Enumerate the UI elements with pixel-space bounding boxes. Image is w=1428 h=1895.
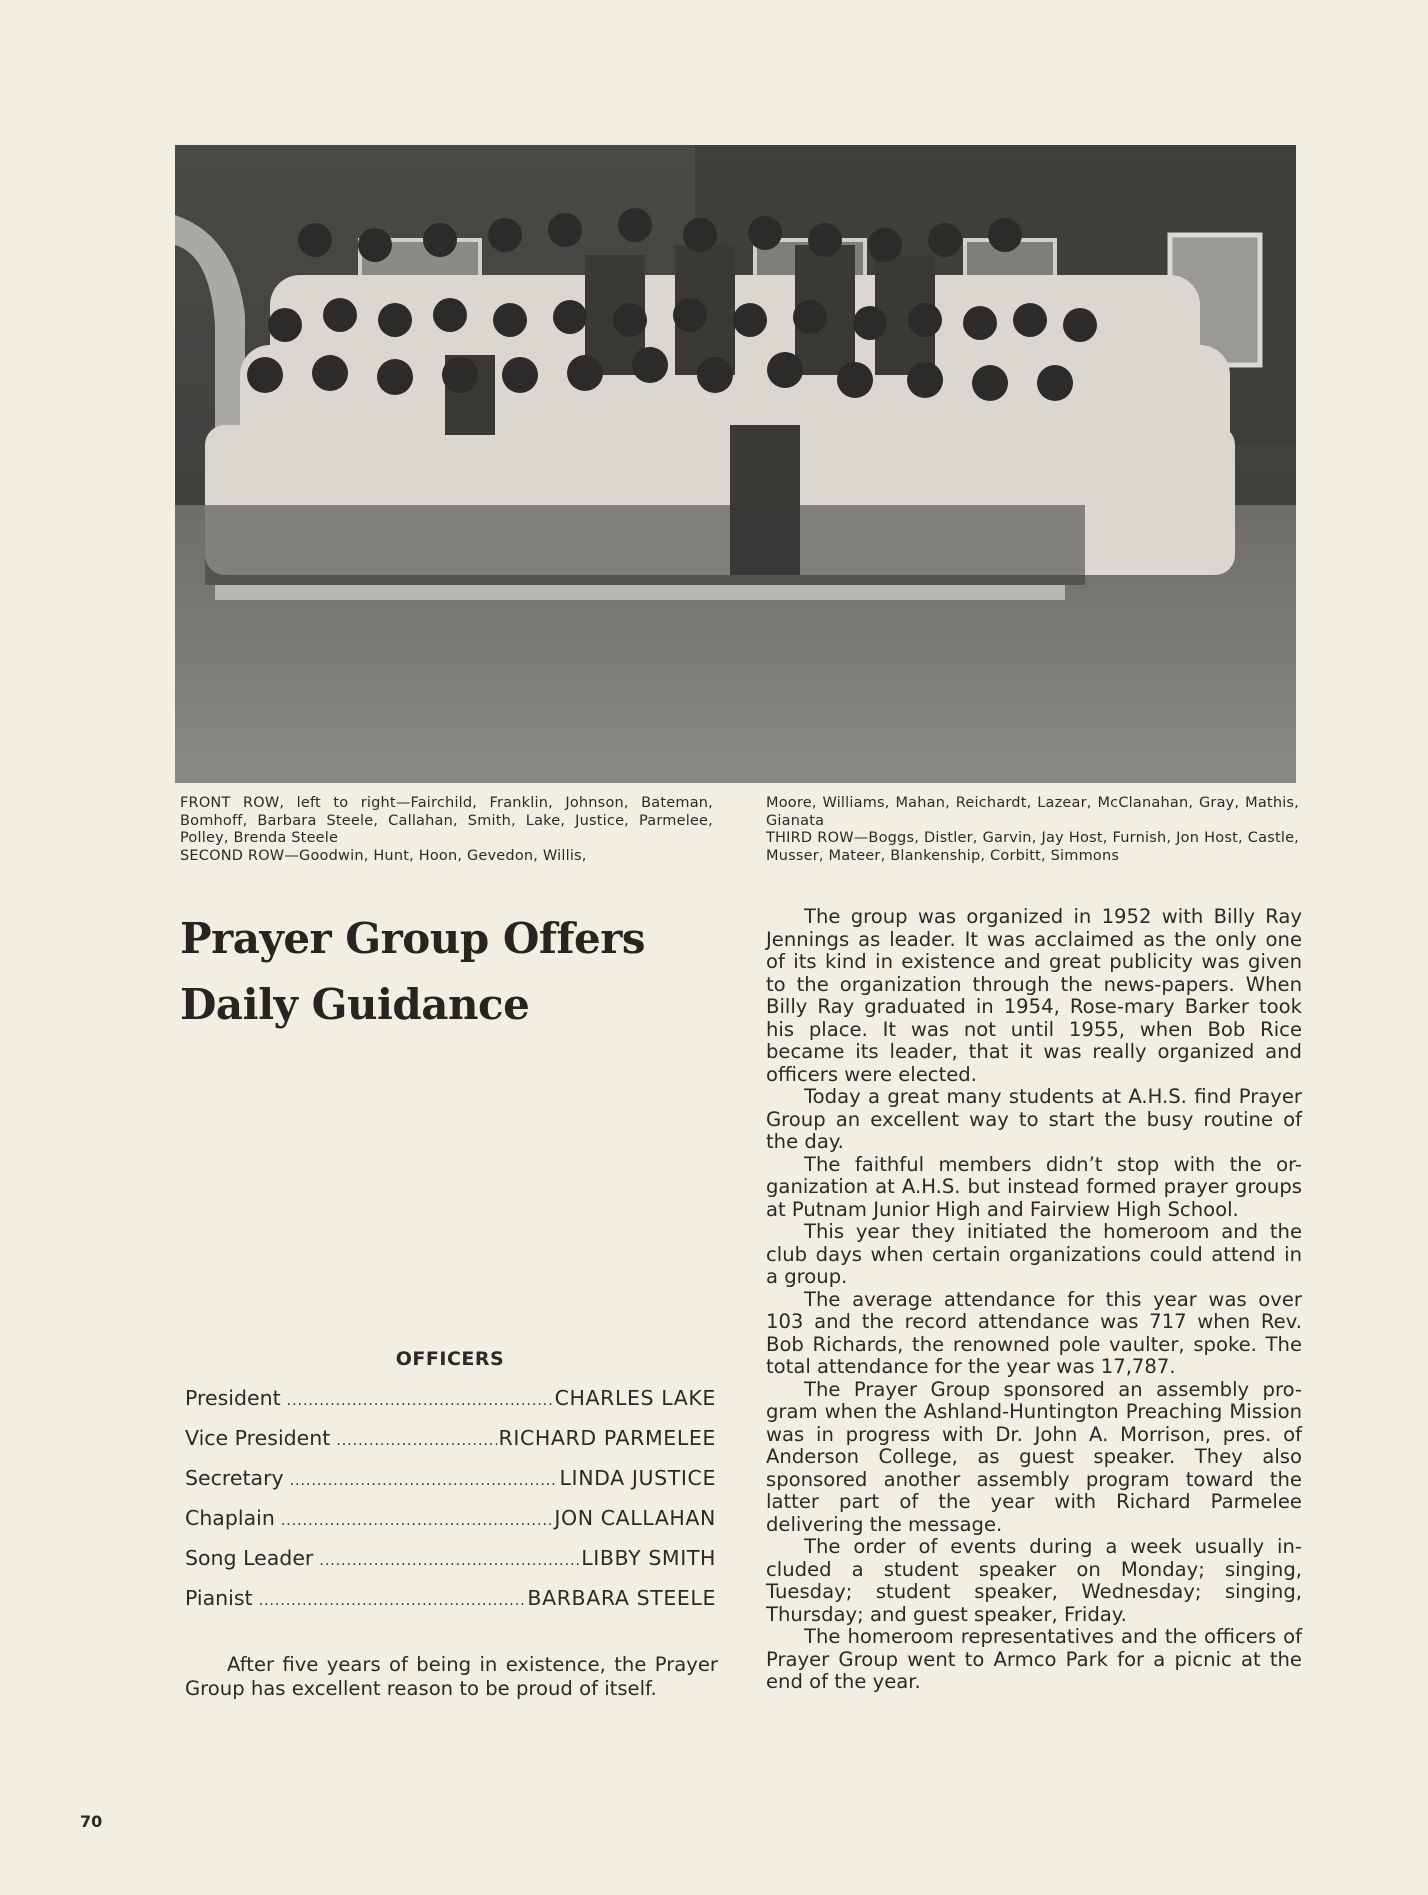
leader-dots [336, 1433, 496, 1449]
photo-caption-right [766, 795, 1299, 865]
caption-front-row: FRONT ROW, left to right—Fairchild, Franklin, Johnson, Bateman, Bomhoff, Barbara Steele, Callahan, Smith, Lake, Justice, Parmelee, Polley, Brenda Steele [180, 795, 713, 847]
officer-row [185, 1546, 716, 1586]
officer-row [185, 1386, 716, 1426]
officer-role: Chaplain [185, 1506, 275, 1530]
officer-name: LINDA JUSTICE [559, 1466, 716, 1490]
group-photo [175, 145, 1296, 783]
body-paragraph: The Prayer Group sponsored an assembly pro-gram when the Ashland-Huntington Preaching Mission was in progress with Dr. John A. Morrison, pres. of Anderson College, as guest speaker. They also sponsored another assembly program toward the latter part of the year with Richard Parmelee delivering the message. [766, 1377, 1302, 1536]
officer-role: Secretary [185, 1466, 284, 1490]
officer-role: Vice President [185, 1426, 331, 1450]
body-paragraph: Today a great many students at A.H.S. find Prayer Group an excellent way to start the busy routine of the day. [766, 1085, 1302, 1153]
closing-paragraph: After five years of being in existence, the Prayer Group has excellent reason to be proud of itself. [185, 1653, 718, 1700]
officer-row [185, 1586, 716, 1626]
officer-name: JON CALLAHAN [554, 1506, 716, 1530]
officer-name: LIBBY SMITH [581, 1546, 716, 1570]
officer-row [185, 1506, 716, 1546]
body-paragraph: The average attendance for this year was over 103 and the record attendance was 717 when Rev. Bob Richards, the renowned pole vaulter, spoke. The total attendance for the year was 17,787. [766, 1287, 1302, 1378]
body-paragraph: The order of events during a week usually in-cluded a student speaker on Monday; singing, Tuesday; student speaker, Wednesday; singing, Thursday; and guest speaker, Friday. [766, 1535, 1302, 1626]
officer-name: CHARLES LAKE [554, 1386, 716, 1410]
officer-role: President [185, 1386, 281, 1410]
group-photo-image [175, 145, 1296, 783]
leader-dots [290, 1473, 558, 1489]
officers-heading: OFFICERS [395, 1348, 505, 1370]
officer-row [185, 1466, 716, 1506]
leader-dots [281, 1513, 552, 1529]
page-title [180, 906, 700, 1038]
caption-third-row: THIRD ROW—Boggs, Distler, Garvin, Jay Host, Furnish, Jon Host, Castle, Musser, Mateer, Blankenship, Corbitt, Simmons [766, 830, 1299, 864]
officer-name: BARBARA STEELE [527, 1586, 716, 1610]
article-body [766, 906, 1302, 1694]
body-paragraph: The faithful members didn’t stop with the or-ganization at A.H.S. but instead formed prayer groups at Putnam Junior High and Fairview High School. [766, 1152, 1302, 1221]
leader-dots [287, 1393, 553, 1409]
title-line-1: Prayer Group Offers [180, 914, 646, 963]
officer-name: RICHARD PARMELEE [498, 1426, 716, 1450]
body-paragraph: This year they initiated the homeroom and the club days when certain organizations could attend in a group. [766, 1220, 1302, 1288]
photo-caption-left [180, 795, 713, 865]
page-number: 70 [80, 1812, 103, 1831]
leader-dots [319, 1553, 579, 1569]
caption-second-row-start: SECOND ROW—Goodwin, Hunt, Hoon, Gevedon, Willis, [180, 847, 587, 864]
title-line-2: Daily Guidance [180, 980, 530, 1029]
officer-row [185, 1426, 716, 1466]
officer-role: Pianist [185, 1586, 253, 1610]
officers-list [185, 1386, 716, 1626]
leader-dots [259, 1593, 526, 1609]
body-paragraph: The group was organized in 1952 with Billy Ray Jennings as leader. It was acclaimed as the only one of its kind in existence and great publicity was given to the organization through the news-papers. When Billy Ray graduated in 1954, Rose-mary Barker took his place. It was not until 1955, when Bob Rice became its leader, that it was really organized and officers were elected. [766, 905, 1302, 1086]
caption-second-row-cont: Moore, Williams, Mahan, Reichardt, Lazear, McClanahan, Gray, Mathis, Gianata [766, 795, 1299, 829]
officer-role: Song Leader [185, 1546, 314, 1570]
body-paragraph: The homeroom representatives and the officers of Prayer Group went to Armco Park for a picnic at the end of the year. [766, 1625, 1302, 1693]
